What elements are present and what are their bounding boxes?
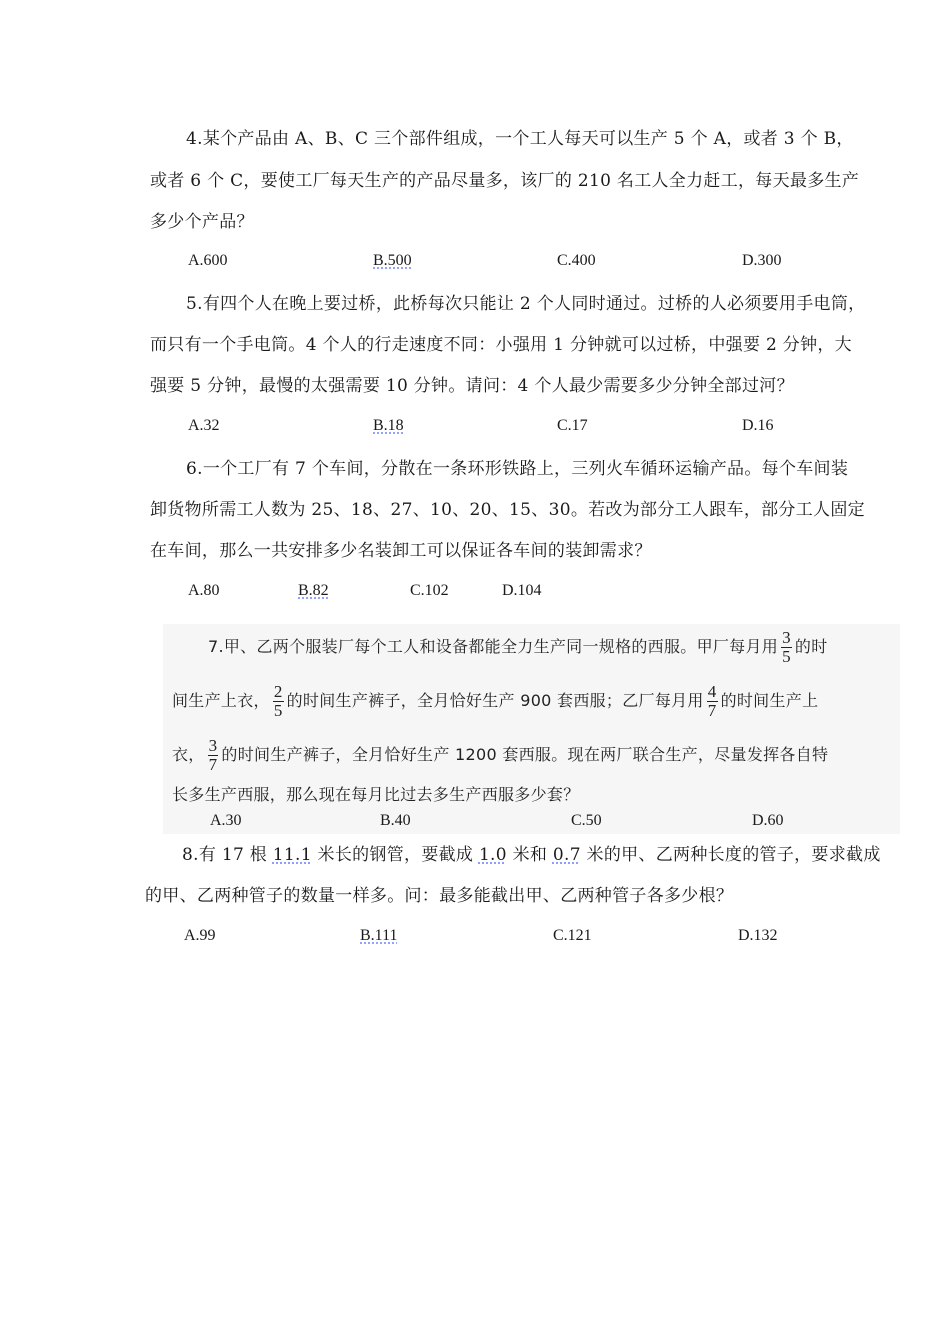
question-8-line-2: 的甲、乙两种管子的数量一样多。问：最多能截出甲、乙两种管子各多少根？ xyxy=(145,886,734,906)
fraction-3-5 xyxy=(781,629,792,666)
length-1-0: 1.0 xyxy=(478,845,507,865)
question-7-line-1-text-b: 的时 xyxy=(794,637,828,656)
question-4-option-a: A.600 xyxy=(188,252,228,269)
question-7-line-2 xyxy=(172,682,818,720)
question-5-line-2: 而只有一个手电筒。4 个人的行走速度不同：小强用 1 分钟就可以过桥，中强要 2 分钟，大 xyxy=(150,335,852,355)
question-6-line-3: 在车间，那么一共安排多少名装卸工可以保证各车间的装卸需求？ xyxy=(150,541,652,561)
question-7-line-3-text-b: 的时间生产裤子，全月恰好生产 1200 套西服。现在两厂联合生产，尽量发挥各自特 xyxy=(221,745,829,764)
question-7-option-c: C.50 xyxy=(571,812,602,829)
question-6-option-d: D.104 xyxy=(502,582,542,599)
question-8-text-c: 米长的钢管，要截成 xyxy=(311,845,479,865)
fraction-2-5 xyxy=(273,683,284,720)
fraction-4-7 xyxy=(707,683,718,720)
fraction-numerator: 3 xyxy=(782,628,791,647)
question-6-option-c: C.102 xyxy=(410,582,449,599)
question-7-line-3 xyxy=(172,736,828,774)
question-8-text-e: 米和 xyxy=(506,845,553,865)
question-7-line-4: 长多生产西服，那么现在每月比过去多生产西服多少套？ xyxy=(172,785,580,804)
question-4-line-1: 4.某个产品由 A、B、C 三个部件组成，一个工人每天可以生产 5 个 A，或者 3 个 B， xyxy=(186,129,854,149)
question-6-option-a: A.80 xyxy=(188,582,220,599)
fraction-denominator: 5 xyxy=(273,701,283,720)
question-5-option-d: D.16 xyxy=(742,417,774,434)
question-7-line-2-text-b: 的时间生产裤子，全月恰好生产 900 套西服；乙厂每月用 xyxy=(286,691,704,710)
question-4-option-c: C.400 xyxy=(557,252,596,269)
question-8-line-1 xyxy=(182,844,881,866)
question-4-option-d: D.300 xyxy=(742,252,782,269)
fraction-denominator: 7 xyxy=(208,755,218,774)
fraction-denominator: 7 xyxy=(707,701,717,720)
length-11-1: 11.1 xyxy=(272,845,312,865)
fraction-numerator: 2 xyxy=(273,682,283,701)
question-5-option-a: A.32 xyxy=(188,417,220,434)
question-8-option-d: D.132 xyxy=(738,927,778,944)
fraction-numerator: 4 xyxy=(707,682,717,701)
question-7-line-1 xyxy=(208,628,828,666)
question-8-option-c: C.121 xyxy=(553,927,592,944)
question-7-line-2-text-c: 的时间生产上 xyxy=(720,691,819,710)
question-8-text-g: 米的甲、乙两种长度的管子，要求截成 xyxy=(580,845,881,865)
question-5-option-b: B.18 xyxy=(373,417,404,434)
fraction-denominator: 5 xyxy=(782,647,791,666)
question-8-text-a: 8.有 17 根 xyxy=(182,845,273,865)
question-4-line-3: 多少个产品？ xyxy=(150,212,254,232)
question-5-option-c: C.17 xyxy=(557,417,588,434)
question-8-option-a: A.99 xyxy=(184,927,216,944)
question-7-line-3-text-a: 衣， xyxy=(172,745,205,764)
question-5-line-3: 强要 5 分钟，最慢的太强需要 10 分钟。请问：4 个人最少需要多少分钟全部过河？ xyxy=(150,376,794,396)
fraction-numerator: 3 xyxy=(208,736,218,755)
question-5-line-1: 5.有四个人在晚上要过桥，此桥每次只能让 2 个人同时通过。过桥的人必须要用手电筒， xyxy=(186,294,866,314)
question-6-line-2: 卸货物所需工人数为 25、18、27、10、20、15、30。若改为部分工人跟车，部分工人固定 xyxy=(150,500,865,520)
question-7-option-d: D.60 xyxy=(752,812,784,829)
question-6-option-b: B.82 xyxy=(298,582,329,599)
question-7-line-1-text-a: 7.甲、乙两个服装厂每个工人和设备都能全力生产同一规格的西服。甲厂每月用 xyxy=(208,637,779,656)
question-6-line-1: 6.一个工厂有 7 个车间，分散在一条环形铁路上，三列火车循环运输产品。每个车间装 xyxy=(186,459,849,479)
question-8-option-b: B.111 xyxy=(360,927,398,944)
question-7-option-b: B.40 xyxy=(380,812,411,829)
fraction-3-7 xyxy=(208,737,219,774)
question-4-option-b: B.500 xyxy=(373,252,412,269)
question-7-line-2-text-a: 间生产上衣， xyxy=(172,691,270,710)
length-0-7: 0.7 xyxy=(552,845,581,865)
question-4-line-2: 或者 6 个 C，要使工厂每天生产的产品尽量多，该厂的 210 名工人全力赶工，每天最多生产 xyxy=(150,171,860,191)
question-7-option-a: A.30 xyxy=(210,812,242,829)
